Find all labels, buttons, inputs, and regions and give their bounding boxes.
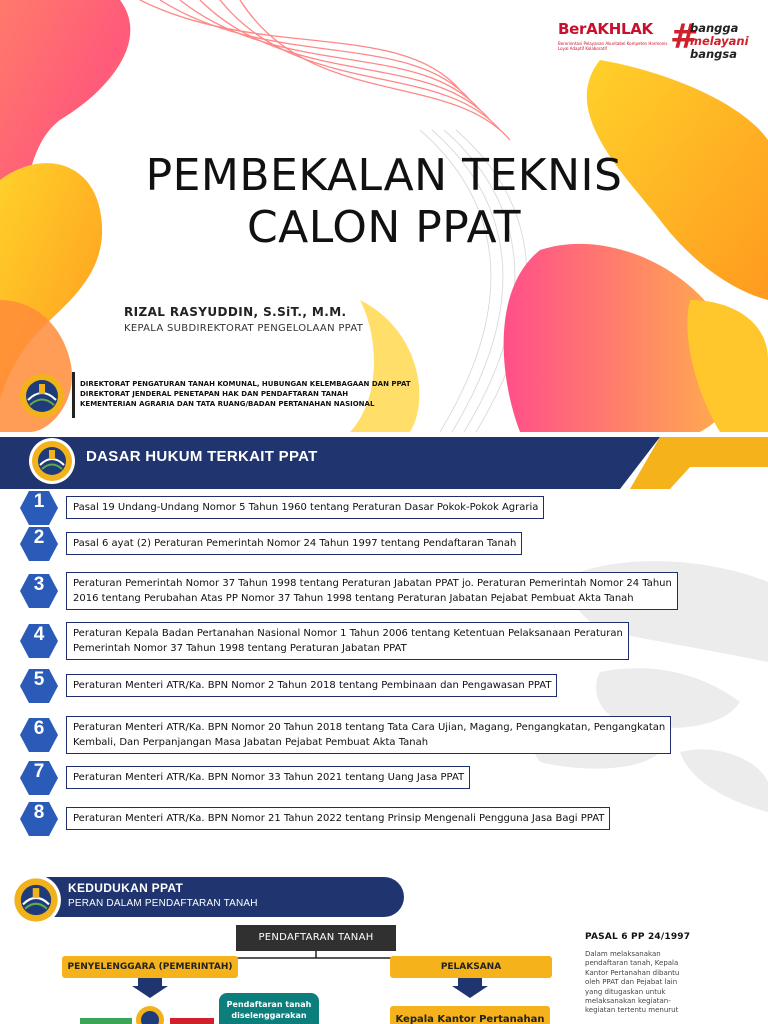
pasal-line: melaksanakan kegiatan- — [585, 997, 671, 1006]
legal-basis-text: Kembali, Dan Perpanjangan Masa Jabatan Pejabat Pembuat Akta Tanah — [73, 737, 429, 748]
directorate-block — [80, 379, 411, 409]
item-number: 2 — [33, 527, 45, 548]
title-line-1: PEMBEKALAN TEKNIS — [145, 150, 623, 201]
penyelenggara-node: PENYELENGGARA (PEMERINTAH) — [62, 956, 238, 978]
legal-basis-text: Peraturan Kepala Badan Pertanahan Nasional Nomor 1 Tahun 2006 tentang Ketentuan Pelaksanaan Peraturan — [73, 628, 623, 639]
divider-line — [72, 372, 75, 418]
bpn-emblem-icon — [18, 372, 66, 420]
legal-basis-text-box — [66, 532, 522, 555]
legal-basis-list — [0, 432, 768, 842]
directorate-line-1: DIREKTORAT PENGATURAN TANAH KOMUNAL, HUBUNGAN KELEMBAGAAN DAN PPAT — [80, 380, 411, 388]
bangga-melayani-bangsa — [690, 22, 749, 61]
item-number: 6 — [33, 718, 45, 739]
legal-basis-text: 2016 tentang Perubahan Atas PP Nomor 37 Tahun 1998 tentang Peraturan Jabatan Pejabat Pembuat Akta Tanah — [73, 593, 634, 604]
presenter-name: RIZAL RASYUDDIN, S.SiT., M.M. — [124, 305, 347, 319]
pelaksana-node: PELAKSANA — [390, 956, 552, 978]
legal-basis-text: Pemerintah Nomor 37 Tahun 1998 tentang Peraturan Jabatan PPAT — [73, 643, 407, 654]
position-slide — [0, 860, 768, 1024]
number-hexagon — [20, 574, 58, 608]
presenter-role: KEPALA SUBDIREKTORAT PENGELOLAAN PPAT — [124, 323, 364, 334]
pasal-line: Dalam melaksanakan — [585, 950, 661, 958]
number-hexagon — [20, 624, 58, 658]
section-title: DASAR HUKUM TERKAIT PPAT — [86, 448, 318, 465]
legal-basis-text: Pasal 6 ayat (2) Peraturan Pemerintah Nomor 24 Tahun 1997 tentang Pendaftaran Tanah — [73, 538, 517, 549]
bangga-text: bangga — [690, 21, 739, 35]
legal-basis-slide — [0, 432, 768, 842]
legal-basis-text: Peraturan Menteri ATR/Ka. BPN Nomor 2 Tahun 2018 tentang Pembinaan dan Pengawasan PPAT — [73, 680, 552, 691]
item-number: 4 — [33, 624, 45, 645]
kepala-kantor-node: Kepala Kantor Pertanahan — [390, 1006, 550, 1024]
legal-basis-text-box — [66, 496, 544, 519]
note-line-2: diselenggarakan — [231, 1011, 307, 1020]
legal-basis-text: Peraturan Pemerintah Nomor 37 Tahun 1998 tentang Peraturan Jabatan PPAT jo. Peraturan Pemerintah Nomor 24 Tahun — [73, 578, 672, 589]
legal-basis-text: Pasal 19 Undang-Undang Nomor 5 Tahun 1960 tentang Peraturan Dasar Pokok-Pokok Agraria — [73, 502, 539, 513]
pendaftaran-tanah-node: PENDAFTARAN TANAH — [236, 925, 396, 951]
bangsa-text: bangsa — [690, 47, 738, 61]
pasal-text — [585, 950, 705, 1016]
legal-basis-text-box — [66, 572, 678, 610]
berakhlak-logo — [558, 10, 754, 60]
title-line-2: CALON PPAT — [246, 202, 522, 253]
note-line-1: Pendaftaran tanah — [226, 1000, 312, 1009]
item-number: 7 — [33, 761, 45, 782]
legal-basis-text-box — [66, 716, 671, 754]
pasal-line: pendaftaran tanah, Kepala — [585, 959, 679, 968]
number-hexagon — [20, 669, 58, 703]
melayani-text: melayani — [690, 34, 749, 48]
directorate-line-3: KEMENTERIAN AGRARIA DAN TATA RUANG/BADAN PERTANAHAN NASIONAL — [80, 400, 375, 408]
number-hexagon — [20, 491, 58, 525]
note-box — [219, 993, 319, 1024]
legal-basis-text-box — [66, 766, 470, 789]
hashtag-icon: # — [670, 17, 699, 57]
pasal-line: oleh PPAT dan Pejabat lain — [585, 978, 678, 987]
section-subtitle: PERAN DALAM PENDAFTARAN TANAH — [68, 898, 258, 909]
item-number: 1 — [33, 491, 45, 512]
number-hexagon — [20, 527, 58, 561]
legal-basis-text-box — [66, 674, 557, 697]
berakhlak-wordmark: BerAKHLAK — [558, 20, 653, 38]
pasal-title: PASAL 6 PP 24/1997 — [585, 932, 691, 942]
item-number: 8 — [33, 802, 45, 823]
legal-basis-text-box — [66, 807, 610, 830]
legal-basis-text-box — [66, 622, 629, 660]
number-hexagon — [20, 718, 58, 752]
berakhlak-tagline: Berorientasi Pelayanan Akuntabel Kompeten Harmonis Loyal Adaptif Kolaboratif — [558, 41, 668, 51]
directorate-line-2: DIREKTORAT JENDERAL PENETAPAN HAK DAN PENDAFTARAN TANAH — [80, 390, 349, 398]
legal-basis-text: Peraturan Menteri ATR/Ka. BPN Nomor 20 Tahun 2018 tentang Tata Cara Ujian, Magang, Pengangkatan, Pengangkatan — [73, 722, 666, 733]
item-number: 3 — [33, 574, 45, 595]
legal-basis-text: Peraturan Menteri ATR/Ka. BPN Nomor 33 Tahun 2021 tentang Uang Jasa PPAT — [73, 772, 465, 783]
title-slide — [0, 0, 768, 432]
pasal-line: kegiatan tertentu menurut — [585, 1006, 679, 1015]
slide-title — [0, 150, 768, 254]
legal-basis-text: Peraturan Menteri ATR/Ka. BPN Nomor 21 Tahun 2022 tentang Prinsip Mengenali Pengguna Jasa Bagi PPAT — [73, 813, 605, 824]
number-hexagon — [20, 761, 58, 795]
pasal-line: Kantor Pertanahan dibantu — [585, 968, 680, 977]
number-hexagon — [20, 802, 58, 836]
section-title: KEDUDUKAN PPAT — [68, 881, 184, 895]
item-number: 5 — [33, 669, 45, 690]
pasal-line: yang ditugaskan untuk — [585, 987, 666, 996]
